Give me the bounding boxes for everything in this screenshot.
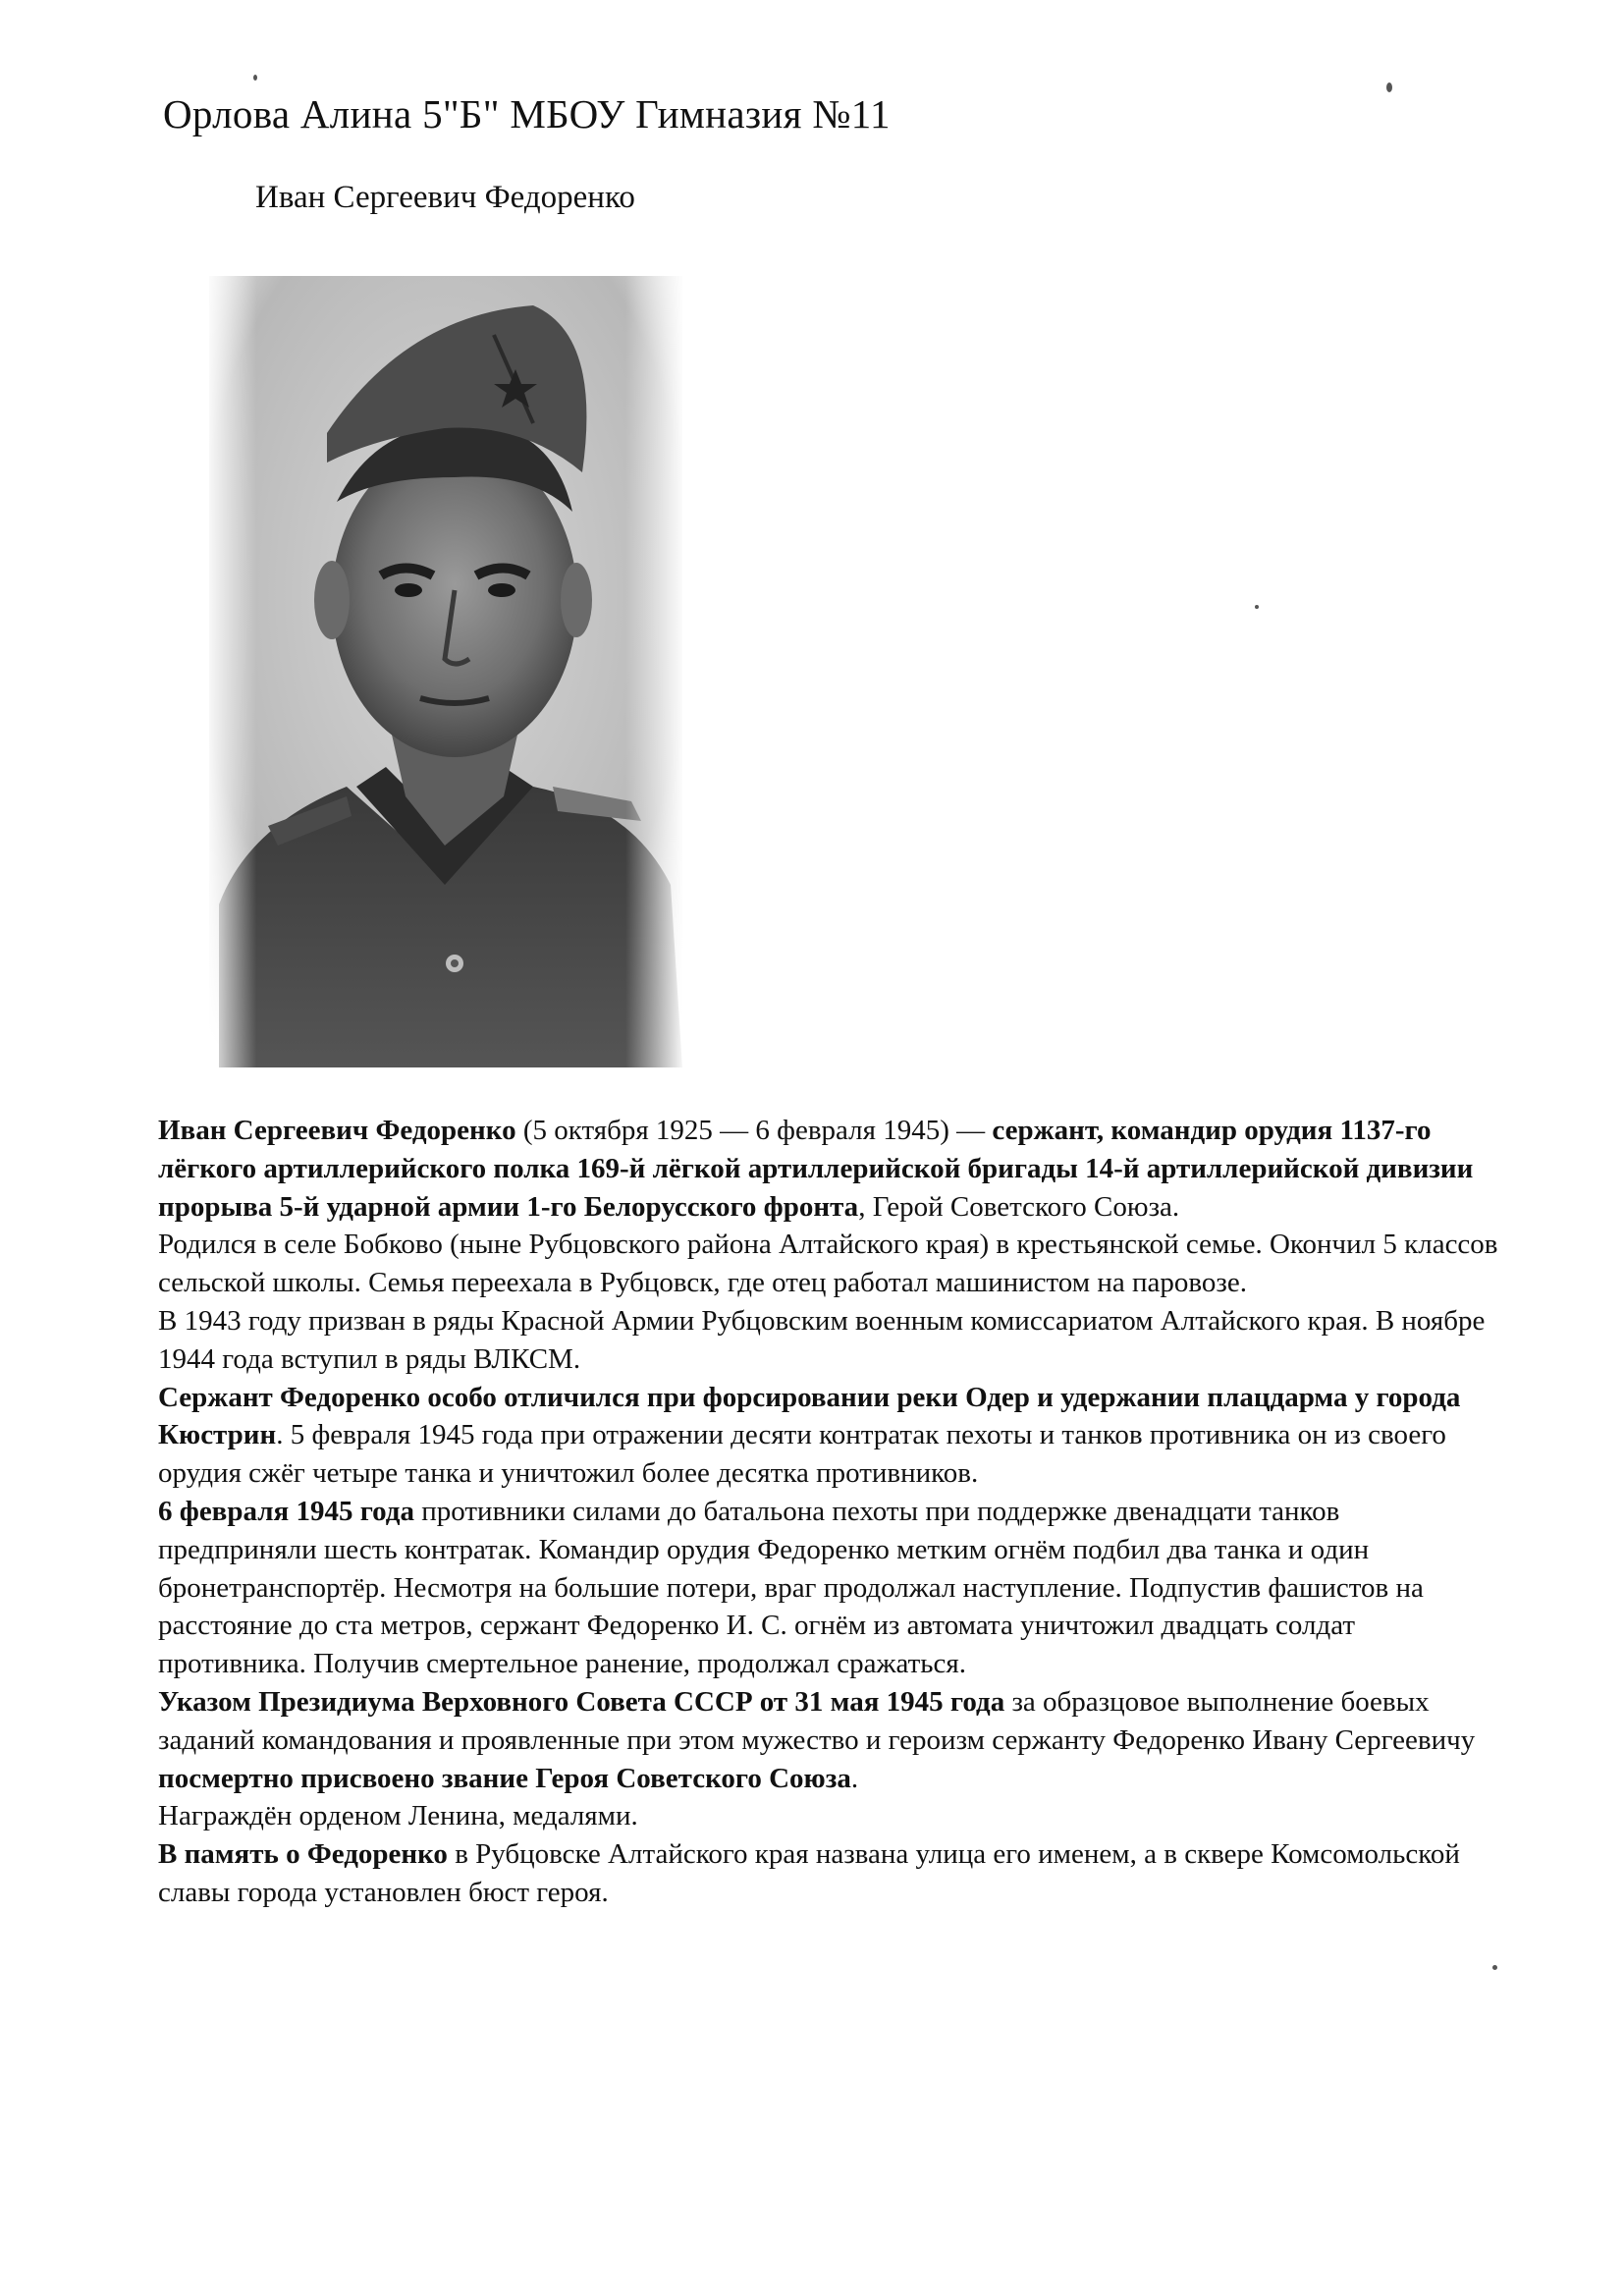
text-run: (5 октября 1925 — 6 февраля 1945) — <box>515 1115 993 1146</box>
soldier-portrait-photo <box>209 276 682 1067</box>
bold-text: Сержант Федоренко особо отличился при форсировании реки Одер и удержании плацдарма у города Кюстрин <box>158 1381 1461 1451</box>
portrait-graphic <box>209 276 682 1067</box>
subject-name-heading: Иван Сергеевич Федоренко <box>255 180 635 215</box>
text-run: , Герой Советского Союза. <box>858 1190 1180 1223</box>
bold-text: сержант, командир орудия 1137-го лёгкого артиллерийского полка 169-й лёгкой артиллерийской бригады 14-й артиллерийской дивизии прорыва 5-й ударной армии 1-го Белорусского фронта <box>158 1115 1474 1223</box>
bio-paragraph: Награждён орденом Ленина, медалями. <box>158 1800 638 1832</box>
bio-paragraph <box>158 1112 1503 1226</box>
bold-text: Иван Сергеевич Федоренко <box>158 1115 516 1146</box>
bio-paragraph <box>158 1683 1503 1797</box>
bio-paragraph <box>158 1493 1503 1683</box>
bold-text: посмертно присвоено звание Героя Советского Союза <box>158 1762 851 1794</box>
bio-paragraph <box>158 1835 1503 1912</box>
bio-paragraph: В 1943 году призван в ряды Красной Армии Рубцовским военным комиссариатом Алтайского края. В ноябре 1944 года вступил в ряды ВЛКСМ. <box>158 1304 1486 1375</box>
author-header: Орлова Алина 5"Б" МБОУ Гимназия №11 <box>163 91 891 137</box>
scan-speck <box>253 75 257 81</box>
biography-text <box>158 1112 1503 1912</box>
bio-paragraph: Родился в селе Бобково (ныне Рубцовского района Алтайского края) в крестьянской семье. Окончил 5 классов сельской школы. Семья переехала в Рубцовск, где отец работал машинистом на паровозе. <box>158 1229 1498 1299</box>
scan-speck <box>1492 1965 1497 1970</box>
bold-text: 6 февраля 1945 года <box>158 1495 414 1527</box>
bio-paragraph <box>158 1379 1503 1493</box>
bold-text: В память о Федоренко <box>158 1838 448 1871</box>
bold-text: Указом Президиума Верховного Совета СССР от 31 мая 1945 года <box>158 1685 1005 1718</box>
text-run: . <box>850 1762 859 1794</box>
text-run: за образцовое выполнение боевых заданий командования и проявленные при этом мужество и героизм сержанту Федоренко Ивану Сергеевичу <box>158 1685 1476 1756</box>
text-run: в Рубцовске Алтайского края названа улица его именем, а в сквере Комсомольской славы города установлен бюст героя. <box>158 1838 1460 1908</box>
scan-speck <box>1386 82 1392 92</box>
scan-speck <box>1255 605 1259 609</box>
text-run: . 5 февраля 1945 года при отражении десяти контратак пехоты и танков противника он из своего орудия сжёг четыре танка и уничтожил более десятка противников. <box>158 1419 1446 1490</box>
text-run: противники силами до батальона пехоты при поддержке двенадцати танков предприняли шесть контратак. Командир орудия Федоренко метким огнём подбил два танка и один бронетранспортёр. Несмотря на большие потери, враг продолжал наступление. Подпустив фашистов на расстояние до ста метров, сержант Федоренко И. С. огнём из автомата уничтожил двадцать солдат противника. Получив смертельное ранение, продолжал сражаться. <box>158 1495 1424 1680</box>
